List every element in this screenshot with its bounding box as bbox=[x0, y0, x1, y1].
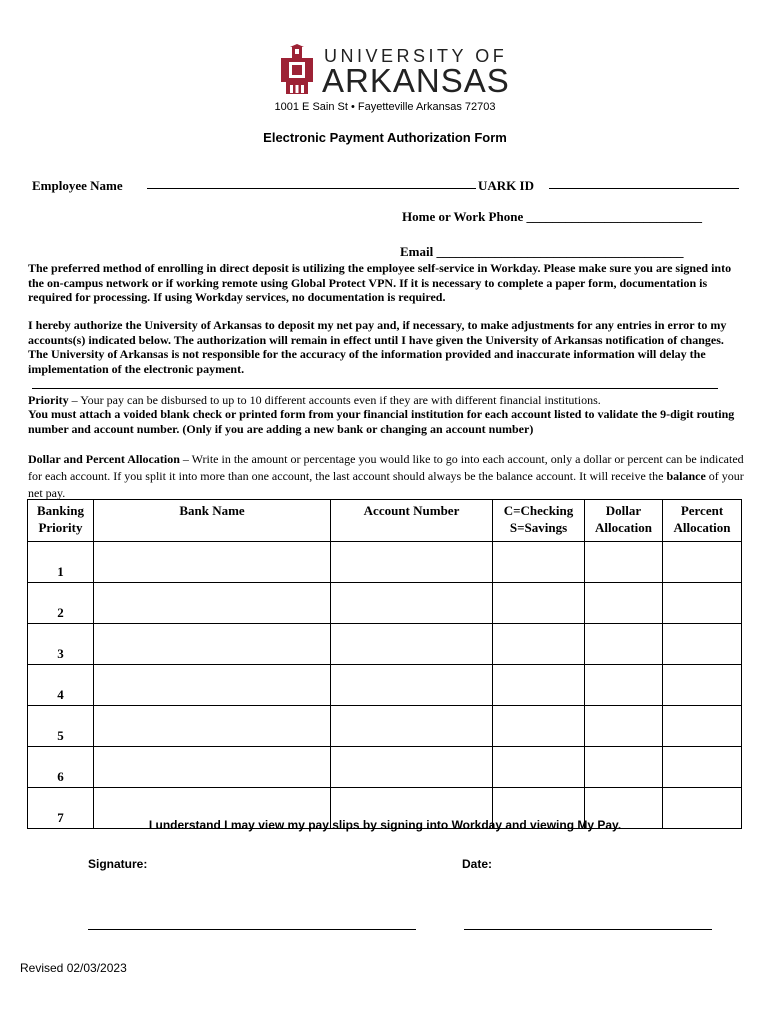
bank-name-cell[interactable] bbox=[94, 665, 331, 706]
account-number-cell[interactable] bbox=[331, 706, 493, 747]
account-number-cell[interactable] bbox=[331, 542, 493, 583]
table-row bbox=[28, 747, 742, 788]
percent-cell[interactable] bbox=[663, 706, 742, 747]
account-table bbox=[27, 499, 742, 829]
row-priority: 3 bbox=[28, 624, 94, 665]
address-line: 1001 E Sain St • Fayetteville Arkansas 72703 bbox=[274, 101, 496, 113]
phone-label[interactable]: Home or Work Phone ___________________________ bbox=[402, 209, 702, 224]
row-priority: 6 bbox=[28, 747, 94, 788]
bank-name-cell[interactable] bbox=[94, 706, 331, 747]
account-number-cell[interactable] bbox=[331, 747, 493, 788]
account-type-cell[interactable] bbox=[493, 542, 585, 583]
allocation-bold: balance bbox=[666, 469, 706, 483]
table-header-row bbox=[28, 500, 742, 542]
dollar-cell[interactable] bbox=[585, 665, 663, 706]
table-row bbox=[28, 665, 742, 706]
old-main-logo-icon bbox=[278, 44, 316, 96]
account-number-cell[interactable] bbox=[331, 583, 493, 624]
account-number-cell[interactable] bbox=[331, 624, 493, 665]
bank-name-cell[interactable] bbox=[94, 583, 331, 624]
revision-date: Revised 02/03/2023 bbox=[20, 961, 127, 975]
logo-wordmark-bottom: ARKANSAS bbox=[322, 62, 510, 99]
allocation-text: – Write in the amount or percentage you would like to go into each account, only a dollar or percent can be indicated for each account. If you split it into more than one account, the last account should always be the balance account. It will receive the bbox=[28, 452, 744, 483]
signature-label: Signature: bbox=[88, 857, 148, 871]
form-title: Electronic Payment Authorization Form bbox=[263, 130, 507, 145]
bank-name-cell[interactable] bbox=[94, 624, 331, 665]
employee-name-line[interactable] bbox=[147, 188, 476, 189]
uark-id-line[interactable] bbox=[549, 188, 739, 189]
row-priority: 1 bbox=[28, 542, 94, 583]
priority-paragraph bbox=[28, 393, 744, 408]
bank-name-cell[interactable] bbox=[94, 542, 331, 583]
account-type-cell[interactable] bbox=[493, 706, 585, 747]
signature-line[interactable] bbox=[88, 929, 416, 930]
account-type-cell[interactable] bbox=[493, 583, 585, 624]
account-number-cell[interactable] bbox=[331, 665, 493, 706]
logo-wordmark-top: UNIVERSITY OF bbox=[324, 46, 508, 66]
date-line[interactable] bbox=[464, 929, 712, 930]
preferred-method-paragraph: The preferred method of enrolling in direct deposit is utilizing the employee self-service in Workday. Please make sure you are signed into the on-campus network or if working remote using Global Protect VPN. If it is necessary to complete a paper form, documentation is required for processing. If using Workday services, no documentation is required. bbox=[28, 261, 732, 304]
percent-cell[interactable] bbox=[663, 747, 742, 788]
dollar-cell[interactable] bbox=[585, 542, 663, 583]
row-priority: 4 bbox=[28, 665, 94, 706]
row-priority: 7 bbox=[28, 788, 94, 829]
dollar-cell[interactable] bbox=[585, 706, 663, 747]
section-divider bbox=[32, 388, 718, 389]
priority-heading: Priority bbox=[28, 393, 69, 407]
table-row bbox=[28, 542, 742, 583]
row-priority: 5 bbox=[28, 706, 94, 747]
account-type-cell[interactable] bbox=[493, 665, 585, 706]
account-type-cell[interactable] bbox=[493, 747, 585, 788]
attach-check-paragraph: You must attach a voided blank check or printed form from your financial institution for each account listed to validate the 9-digit routing number and account number. (Only if you are adding a new bank or changing an account number) bbox=[28, 407, 735, 436]
university-logo bbox=[278, 44, 510, 99]
authorization-paragraph: I hereby authorize the University of Arkansas to deposit my net pay and, if necessary, to make adjustments for any entries in error to my accounts(s) indicated below. The authorization will remain in effect until I have given the University of Arkansas notification of changes. The University of Arkansas is not responsible for the accuracy of the information provided and inaccurate information will delay the implementation of the electronic payment. bbox=[28, 318, 727, 376]
bank-name-cell[interactable] bbox=[94, 747, 331, 788]
workday-notice: I understand I may view my pay slips by signing into Workday and viewing My Pay. bbox=[148, 818, 622, 832]
col-header-type: C=Checking S=Savings bbox=[493, 500, 585, 542]
row-priority: 2 bbox=[28, 583, 94, 624]
date-label: Date: bbox=[462, 857, 493, 871]
col-header-account: Account Number bbox=[331, 500, 493, 542]
table-row bbox=[28, 624, 742, 665]
priority-text: – Your pay can be disbursed to up to 10 different accounts even if they are with different financial institutions. bbox=[68, 393, 601, 407]
email-label[interactable]: Email ______________________________________ bbox=[400, 244, 684, 259]
employee-name-label: Employee Name bbox=[32, 178, 123, 193]
dollar-cell[interactable] bbox=[585, 583, 663, 624]
dollar-cell[interactable] bbox=[585, 747, 663, 788]
dollar-cell[interactable] bbox=[585, 624, 663, 665]
col-header-dollar: Dollar Allocation bbox=[585, 500, 663, 542]
uark-id-label: UARK ID bbox=[478, 178, 534, 193]
percent-cell[interactable] bbox=[663, 624, 742, 665]
table-row bbox=[28, 706, 742, 747]
percent-cell[interactable] bbox=[663, 542, 742, 583]
allocation-end: of your net pay. bbox=[28, 469, 744, 500]
percent-cell[interactable] bbox=[663, 665, 742, 706]
allocation-heading: Dollar and Percent Allocation bbox=[28, 452, 180, 466]
col-header-percent: Percent Allocation bbox=[663, 500, 742, 542]
col-header-priority: Banking Priority bbox=[28, 500, 94, 542]
allocation-paragraph bbox=[28, 451, 744, 502]
percent-cell[interactable] bbox=[663, 583, 742, 624]
table-row bbox=[28, 583, 742, 624]
col-header-bank: Bank Name bbox=[94, 500, 331, 542]
account-type-cell[interactable] bbox=[493, 624, 585, 665]
